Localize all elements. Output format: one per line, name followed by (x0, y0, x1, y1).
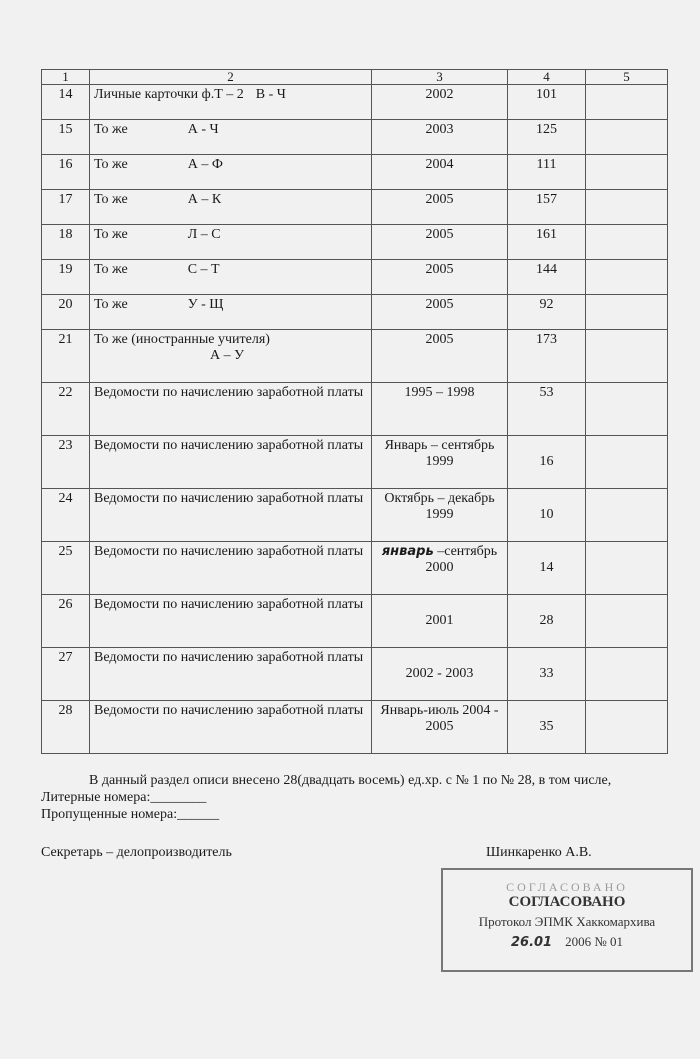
row-years: Октябрь – декабрь 1999 (372, 489, 508, 542)
stamp-approved: СОГЛАСОВАНО (508, 894, 626, 910)
row-description: То же А – Ф (90, 155, 372, 190)
row-letters: С – Т (187, 262, 220, 277)
row-count: 173 (508, 330, 586, 383)
row-note (586, 120, 668, 155)
table-row (42, 489, 668, 542)
handwritten-month: январь (381, 544, 434, 559)
row-number: 18 (42, 225, 90, 260)
row-count: 35 (508, 701, 586, 754)
row-letters: А – Ф (187, 157, 223, 172)
row-years: 2003 (372, 120, 508, 155)
row-description: Ведомости по начислению заработной платы (90, 436, 372, 489)
row-number: 19 (42, 260, 90, 295)
row-note (586, 436, 668, 489)
row-note (586, 383, 668, 436)
row-description: Ведомости по начислению заработной платы (90, 542, 372, 595)
row-note (586, 260, 668, 295)
row-number: 16 (42, 155, 90, 190)
row-count: 53 (508, 383, 586, 436)
table-row (42, 595, 668, 648)
row-note (586, 295, 668, 330)
table-row (42, 330, 668, 383)
row-years: 2004 (372, 155, 508, 190)
row-description: Ведомости по начислению заработной платы (90, 701, 372, 754)
table-row (42, 120, 668, 155)
row-number: 15 (42, 120, 90, 155)
table-row (42, 190, 668, 225)
header-row (42, 70, 668, 85)
row-note (586, 85, 668, 120)
row-number: 14 (42, 85, 90, 120)
stamp-ghost-title: СОГЛАСОВАНО (506, 880, 628, 894)
row-description: Ведомости по начислению заработной платы (90, 595, 372, 648)
header-cell: 5 (586, 70, 668, 85)
row-years: 2001 (372, 595, 508, 648)
literal-numbers: Литерные номера:________ (41, 790, 207, 805)
row-letters: У - Щ (187, 297, 224, 312)
row-description: То же (иностранные учителя) А – У (90, 330, 372, 383)
row-number: 24 (42, 489, 90, 542)
row-description: Ведомости по начислению заработной платы (90, 489, 372, 542)
row-number: 17 (42, 190, 90, 225)
header-cell: 2 (90, 70, 372, 85)
row-note (586, 190, 668, 225)
row-letters: А - Ч (187, 122, 219, 137)
table-row (42, 225, 668, 260)
row-count: 14 (508, 542, 586, 595)
row-description: Личные карточки ф.Т – 2 В - Ч (90, 85, 372, 120)
row-years: 2005 (372, 330, 508, 383)
table-row (42, 542, 668, 595)
row-letters: А – К (187, 192, 222, 207)
row-years: 2005 (372, 295, 508, 330)
row-count: 111 (508, 155, 586, 190)
row-letters: Л – С (187, 227, 221, 242)
table-row (42, 648, 668, 701)
table-row (42, 85, 668, 120)
row-note (586, 701, 668, 754)
row-number: 23 (42, 436, 90, 489)
stamp-date: 26.01 2006 № 01 (510, 934, 624, 950)
table-row (42, 436, 668, 489)
table-row (42, 701, 668, 754)
row-count: 157 (508, 190, 586, 225)
row-letters: А – У (210, 348, 245, 363)
row-years: 2002 - 2003 (372, 648, 508, 701)
secretary-role: Секретарь – делопроизводитель (41, 845, 232, 860)
row-letters: В - Ч (255, 87, 286, 102)
row-count: 125 (508, 120, 586, 155)
row-number: 26 (42, 595, 90, 648)
row-count: 161 (508, 225, 586, 260)
row-note (586, 225, 668, 260)
row-years: 2002 (372, 85, 508, 120)
row-number: 27 (42, 648, 90, 701)
row-description: То же А – К (90, 190, 372, 225)
table-row (42, 295, 668, 330)
inventory-footer (41, 772, 667, 823)
row-note (586, 595, 668, 648)
stamp-protocol: Протокол ЭПМК Хаккомархива (478, 914, 656, 929)
row-note (586, 330, 668, 383)
row-description: Ведомости по начислению заработной платы (90, 648, 372, 701)
row-number: 25 (42, 542, 90, 595)
header-cell: 4 (508, 70, 586, 85)
row-description: То же У - Щ (90, 295, 372, 330)
row-description: То же С – Т (90, 260, 372, 295)
row-count: 144 (508, 260, 586, 295)
row-years: 1995 – 1998 (372, 383, 508, 436)
summary-text: В данный раздел описи внесено 28(двадцать восемь) ед.хр. с № 1 по № 28, в том числе, (89, 773, 612, 788)
missing-numbers: Пропущенные номера:______ (41, 807, 220, 822)
row-count: 28 (508, 595, 586, 648)
row-number: 28 (42, 701, 90, 754)
row-note (586, 489, 668, 542)
row-count: 10 (508, 489, 586, 542)
row-count: 92 (508, 295, 586, 330)
row-years: январь –сентябрь 2000 (372, 542, 508, 595)
header-cell: 3 (372, 70, 508, 85)
row-description: То же А - Ч (90, 120, 372, 155)
row-years: Январь – сентябрь 1999 (372, 436, 508, 489)
row-count: 16 (508, 436, 586, 489)
row-note (586, 648, 668, 701)
row-years: 2005 (372, 260, 508, 295)
row-note (586, 542, 668, 595)
inventory-table (41, 69, 668, 754)
secretary-name: Шинкаренко А.В. (486, 845, 592, 860)
row-description: То же Л – С (90, 225, 372, 260)
row-years: Январь-июль 2004 - 2005 (372, 701, 508, 754)
table-row (42, 260, 668, 295)
row-number: 21 (42, 330, 90, 383)
row-number: 20 (42, 295, 90, 330)
row-count: 33 (508, 648, 586, 701)
table-row (42, 155, 668, 190)
row-years: 2005 (372, 190, 508, 225)
row-number: 22 (42, 383, 90, 436)
table-row (42, 383, 668, 436)
row-note (586, 155, 668, 190)
approval-stamp (441, 868, 693, 972)
row-description: Ведомости по начислению заработной платы (90, 383, 372, 436)
header-cell: 1 (42, 70, 90, 85)
row-count: 101 (508, 85, 586, 120)
row-years: 2005 (372, 225, 508, 260)
